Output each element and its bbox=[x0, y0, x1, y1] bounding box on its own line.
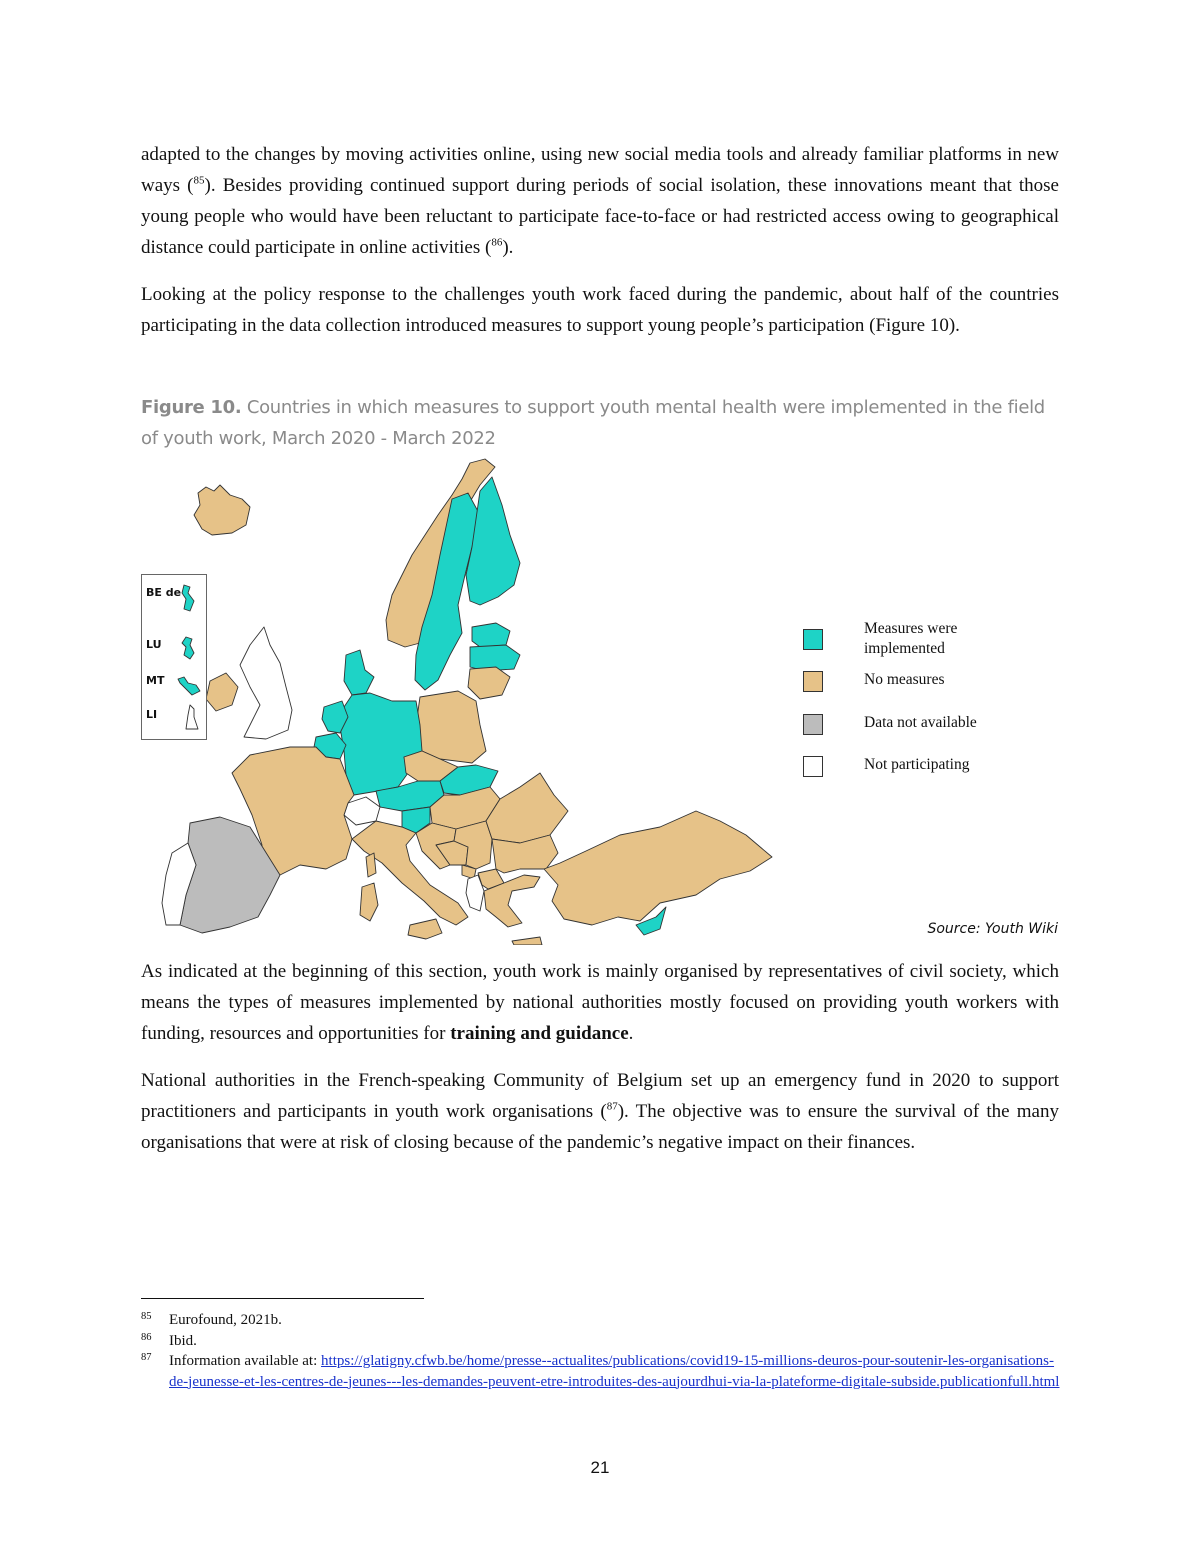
paragraph-emergency-fund: National authorities in the French-speaking Community of Belgium set up an emergency fund in 2020 to support practitioners and participants in youth work organisations ($^{87}$). The objective was to ensure the survival of the many organisations that were at risk of closing because of the pandemic’s negative impact on their finances. bbox=[141, 1070, 1059, 1153]
paragraph-civil-society: As indicated at the beginning of this section, youth work is mainly organised by representatives of civil society, which means the types of measures implemented by national authorities mostly focused on providing youth workers with funding, resources and opportunities for training and guidance. bbox=[141, 961, 1059, 1044]
figure-label: Figure 10. bbox=[141, 397, 242, 418]
country-DE bbox=[340, 693, 422, 795]
country-RO bbox=[486, 773, 568, 843]
inset-label-mt: MT bbox=[146, 674, 165, 687]
inset-label-li: LI bbox=[146, 708, 158, 721]
footnote-separator bbox=[141, 1298, 424, 1299]
footnote-ref-86[interactable]: 86 bbox=[491, 236, 503, 249]
country-EE bbox=[472, 623, 510, 647]
inset-label-be-de: BE de bbox=[146, 586, 182, 599]
legend-label-not-participating: Not participating bbox=[864, 756, 970, 773]
country-FI bbox=[466, 477, 520, 605]
legend-swatch-not-available bbox=[803, 714, 823, 735]
country-DK bbox=[344, 650, 374, 695]
footnote-number: 87 bbox=[141, 1352, 152, 1363]
figure-caption-text: Countries in which measures to support youth mental health were implemented in the field of youth work, March 2020 - March 2022 bbox=[141, 397, 1045, 449]
legend-label-not-available: Data not available bbox=[864, 714, 977, 731]
microstates-inset bbox=[141, 574, 207, 740]
map-legend bbox=[802, 617, 1042, 796]
inset-shape-be-de bbox=[178, 583, 198, 615]
inset-shape-mt bbox=[176, 675, 202, 697]
footnotes bbox=[141, 1310, 1061, 1392]
legend-swatch-implemented bbox=[803, 629, 823, 650]
inset-label-lu: LU bbox=[146, 638, 162, 651]
country-IS bbox=[194, 485, 250, 535]
footnote-text: Ibid. bbox=[169, 1332, 197, 1349]
country-UK bbox=[240, 627, 292, 739]
footnote-link[interactable]: https://glatigny.cfwb.be/home/presse--actualites/publications/covid19-15-millions-deuros-pour-soutenir-les-organisations-de-jeunesse-et-les-centres-de-jeunes---les-demandes-peuvent-etre-introduites-des-aujourdhui-via-la-plateforme-digitale-subside.publicationfull.html bbox=[169, 1353, 1060, 1390]
europe-map bbox=[140, 455, 780, 945]
footnote-ref-87[interactable]: 87 bbox=[606, 1100, 618, 1113]
footnote-86 bbox=[141, 1331, 1061, 1352]
footnote-text: Information available at: bbox=[169, 1353, 322, 1369]
inset-shape-li bbox=[182, 703, 200, 733]
legend-item-not-available bbox=[802, 712, 1042, 754]
legend-item-not-participating bbox=[802, 754, 1042, 796]
inset-shape-lu bbox=[180, 635, 198, 661]
country-IT-sardinia bbox=[360, 883, 378, 921]
legend-swatch-not-participating bbox=[803, 756, 823, 777]
legend-item-implemented bbox=[802, 617, 1042, 670]
figure-source: Source: Youth Wiki bbox=[927, 921, 1058, 937]
country-IT-sicily bbox=[408, 919, 442, 939]
emphasis-training-guidance: training and guidance bbox=[450, 1023, 629, 1044]
country-FR-corsica bbox=[366, 853, 376, 877]
legend-label-implemented: Measures were implemented bbox=[864, 620, 958, 657]
footnote-ref-85[interactable]: 85 bbox=[193, 174, 205, 187]
legend-label-no-measures: No measures bbox=[864, 671, 945, 688]
footnote-text: Eurofound, 2021b. bbox=[169, 1312, 282, 1328]
figure-caption bbox=[141, 392, 1059, 454]
footnote-85 bbox=[141, 1310, 1061, 1331]
country-LT bbox=[468, 667, 510, 699]
country-IE bbox=[206, 673, 238, 711]
paragraph-policy-response: Looking at the policy response to the challenges youth work faced during the pandemic, about half of the countries participating in the data collection introduced measures to support young people’s participation (Figure 10). bbox=[141, 284, 1059, 336]
paragraph-online-activities: adapted to the changes by moving activities online, using new social media tools and already familiar platforms in new ways ($^{85}$). Besides providing continued support during periods of social isolation, these innovations meant that those young people who would have been reluctant to participate face-to-face or had restricted access owing to geographical distance could participate in online activities ($^{86}$). bbox=[141, 144, 1059, 258]
footnote-number: 85 bbox=[141, 1311, 152, 1322]
country-PL bbox=[416, 691, 486, 763]
country-GR-crete bbox=[512, 937, 542, 945]
footnote-number: 86 bbox=[141, 1331, 152, 1343]
footnote-87 bbox=[141, 1351, 1061, 1392]
legend-swatch-no-measures bbox=[803, 671, 823, 692]
country-TR bbox=[544, 811, 772, 925]
page-number: 21 bbox=[590, 1458, 610, 1477]
legend-item-no-measures bbox=[802, 670, 1042, 712]
